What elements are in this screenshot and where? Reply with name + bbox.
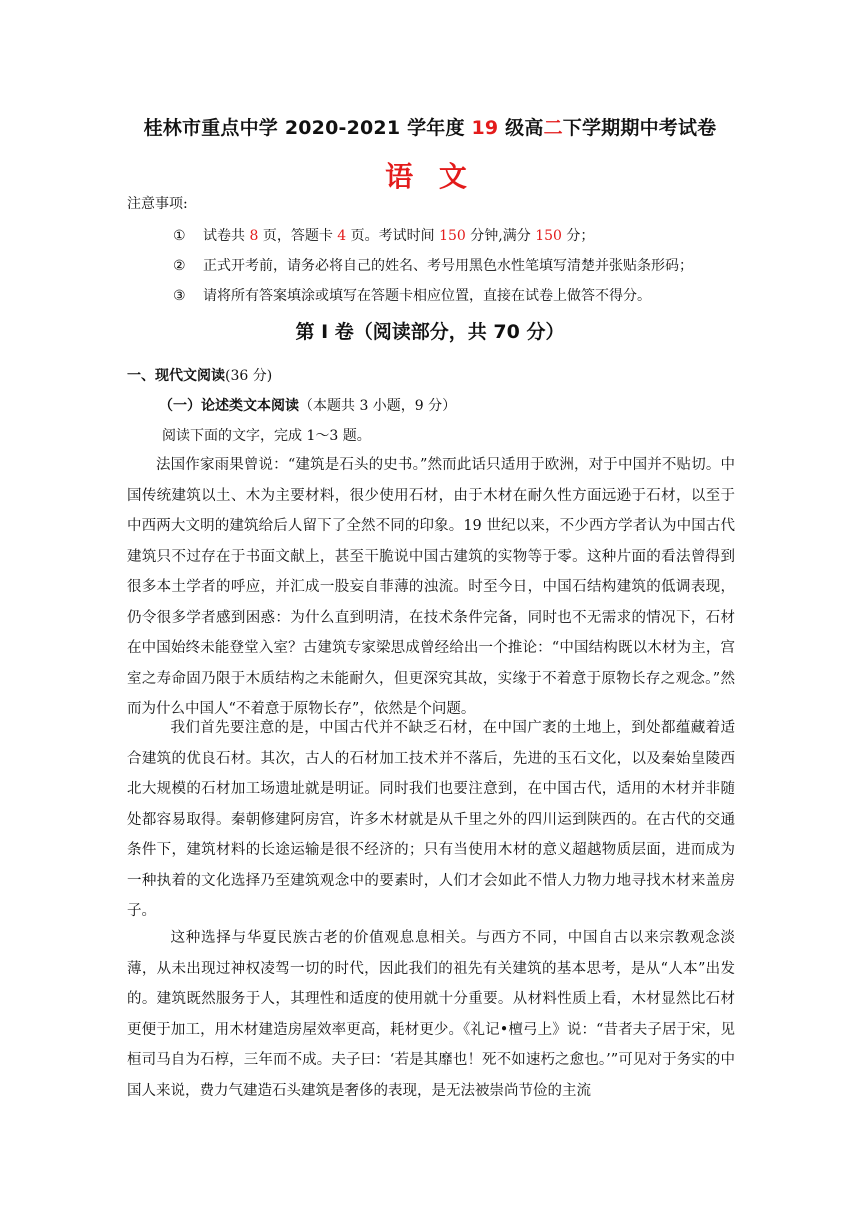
title-suffix: 下学期期中考试卷 (562, 117, 717, 139)
title-prefix: 桂林市重点中学 2020-2021 学年度 (143, 117, 472, 139)
title-grade: 19 (471, 117, 499, 139)
note-text: 正式开考前，请务必将自己的姓名、考号用黑色水性笔填写清楚并张贴条形码； (203, 258, 693, 274)
note-text: 分； (561, 228, 595, 244)
note-text: 页，答题卡 (258, 228, 338, 244)
note-item-1 (173, 225, 594, 245)
paragraph-text: 这种选择与华夏民族古老的价值观息息相关。与西方不同，中国自古以来宗教观念淡薄，从未出现过神权凌驾一切的时代，因此我们的祖先有关建筑的基本思考，是从“人本”出发的。建筑既然服务于人，其理性和适度的使用就十分重要。从材料性质上看，木材显然比石材更便于加工，用木材建造房屋效率更高，耗材更少。《礼记•檀弓上》说：“昔者夫子居于宋，见桓司马自为石椁，三年而不成。夫子曰：‘若是其靡也！死不如速朽之愈也。’”可见对于务实的中国人来说，费力气建造石头建筑是奢侈的表现，是无法被崇尚节俭的主流 (127, 930, 735, 1099)
title-two: 二 (543, 117, 563, 139)
note-item-2 (173, 255, 693, 275)
title-mid: 级高 (498, 117, 544, 139)
note-text: 试卷共 (203, 228, 250, 244)
paragraph-1 (127, 450, 735, 725)
paragraph-2 (127, 713, 735, 927)
note-pages: 8 (249, 228, 259, 244)
subsection-note: （本题共 3 小题，9 分） (299, 398, 457, 414)
exam-title (0, 113, 860, 140)
note-number: ③ (173, 288, 186, 304)
section-score: (36 分) (225, 368, 273, 384)
note-item-3 (173, 285, 651, 305)
note-number: ① (173, 228, 186, 244)
note-minutes: 150 (439, 228, 466, 244)
part-title: 第 I 卷（阅读部分，共 70 分） (295, 321, 565, 343)
note-text: 页。考试时间 (346, 228, 440, 244)
paragraph-text: 法国作家雨果曾说：“建筑是石头的史书。”然而此话只适用于欧洲，对于中国并不贴切。中国传统建筑以土、木为主要材料，很少使用石材，由于木材在耐久性方面远逊于石材，以至于中西两大文明的建筑给后人留下了全然不同的印象。19 世纪以来，不少西方学者认为中国古代建筑只不过存在于书面文献上，甚至干脆说中国古建筑的实物等于零。这种片面的看法曾得到很多本土学者的呼应，并汇成一股妄自菲薄的浊流。时至今日，中国石结构建筑的低调表现，仍令很多学者感到困惑：为什么直到明清，在技术条件完备，同时也不无需求的情况下，石材在中国始终未能登堂入室？古建筑专家梁思成曾经给出一个推论：“中国结构既以木材为主，宫室之寿命固乃限于木质结构之未能耐久，但更深究其故，实缘于不着意于原物长存之观念。”然而为什么中国人“不着意于原物长存”，依然是个问题。 (127, 457, 735, 717)
subsection-title: （一）论述类文本阅读 (159, 398, 299, 414)
note-number: ② (173, 258, 186, 274)
notes-heading: 注意事项: (127, 196, 188, 212)
note-text: 请将所有答案填涂或填写在答题卡相应位置，直接在试卷上做答不得分。 (203, 288, 651, 304)
note-text: 分钟,满分 (465, 228, 536, 244)
paragraph-text: 我们首先要注意的是，中国古代并不缺乏石材，在中国广袤的土地上，到处都蕴藏着适合建筑的优良石材。其次，古人的石材加工技术并不落后，先进的玉石文化，以及秦始皇陵西北大规模的石材加工场遗址就是明证。同时我们也要注意到，在中国古代，适用的木材并非随处都容易取得。秦朝修建阿房宫，许多木材就是从千里之外的四川运到陕西的。在古代的交通条件下，建筑材料的长途运输是很不经济的；只有当使用木材的意义超越物质层面，进而成为一种执着的文化选择乃至建筑观念中的要素时，人们才会如此不惜人力物力地寻找木材来盖房子。 (127, 720, 735, 919)
note-card-pages: 4 (337, 228, 347, 244)
reading-instruction: 阅读下面的文字，完成 1～3 题。 (162, 428, 371, 444)
subject-title: 语 文 (385, 160, 475, 193)
paragraph-3 (127, 923, 735, 1106)
note-score: 150 (535, 228, 562, 244)
subsection-heading (159, 395, 456, 415)
section-heading (127, 365, 272, 385)
section-title: 一、现代文阅读 (127, 368, 225, 384)
